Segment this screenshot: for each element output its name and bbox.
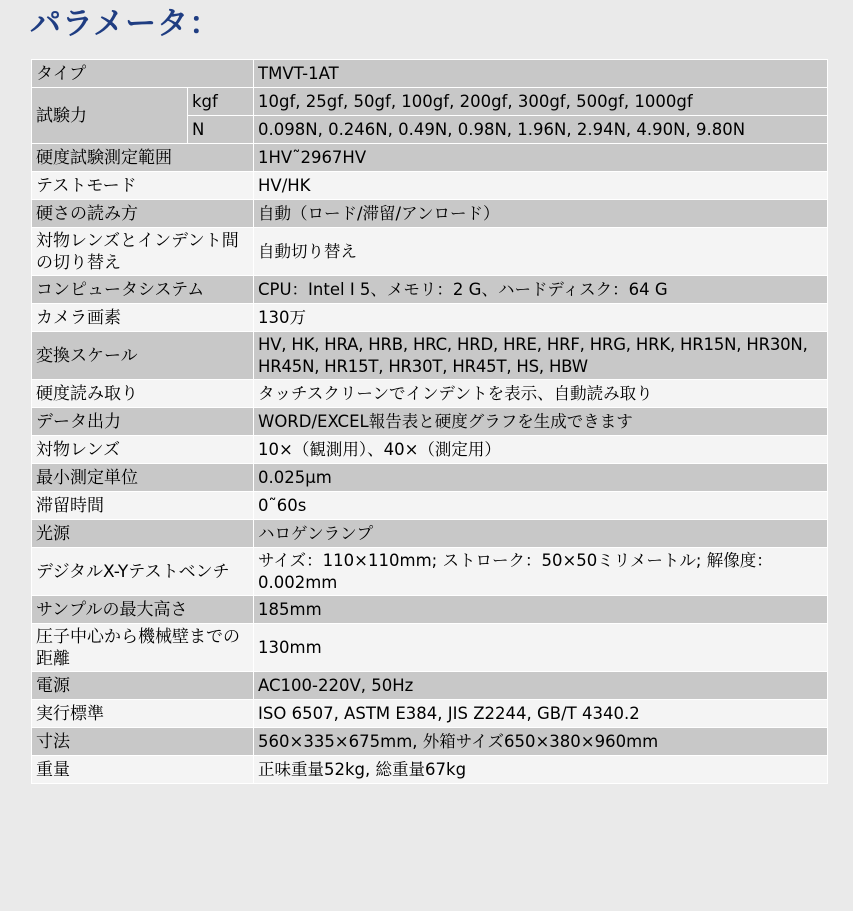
row-value: HV, HK, HRA, HRB, HRC, HRD, HRE, HRF, HRG, HRK, HR15N, HR30N, HR45N, HR15T, HR30T, HR45T, HS, HBW — [254, 332, 828, 380]
row-label: 電源 — [32, 672, 254, 700]
table-row — [32, 200, 828, 228]
row-value: 1HV˜2967HV — [254, 144, 828, 172]
row-label: カメラ画素 — [32, 304, 254, 332]
row-value: 560×335×675mm, 外箱サイズ650×380×960mm — [254, 728, 828, 756]
row-value: 185mm — [254, 596, 828, 624]
table-row — [32, 228, 828, 276]
row-value: CPU：Intel I 5、メモリ：2 G、ハードディスク：64 G — [254, 276, 828, 304]
row-label: 硬度読み取り — [32, 380, 254, 408]
table-row — [32, 624, 828, 672]
row-value: 10×（観測用）、40×（測定用） — [254, 436, 828, 464]
table-row — [32, 172, 828, 200]
table-row — [32, 520, 828, 548]
row-label: データ出力 — [32, 408, 254, 436]
row-unit: kgf — [188, 88, 254, 116]
row-label: サンプルの最大高さ — [32, 596, 254, 624]
table-row — [32, 408, 828, 436]
table-row — [32, 276, 828, 304]
table-row — [32, 672, 828, 700]
row-value: TMVT-1AT — [254, 60, 828, 88]
row-label: デジタルX-Yテストベンチ — [32, 548, 254, 596]
table-row — [32, 436, 828, 464]
row-value: 自動切り替え — [254, 228, 828, 276]
row-label: 光源 — [32, 520, 254, 548]
table-row — [32, 380, 828, 408]
table-row — [32, 88, 828, 116]
row-value: ハロゲンランプ — [254, 520, 828, 548]
table-row — [32, 464, 828, 492]
row-label: 試験力 — [32, 88, 188, 144]
row-label: タイプ — [32, 60, 254, 88]
table-row — [32, 60, 828, 88]
row-value: 0˜60s — [254, 492, 828, 520]
row-value: HV/HK — [254, 172, 828, 200]
table-row — [32, 492, 828, 520]
row-value: 0.025μm — [254, 464, 828, 492]
row-label: 対物レンズとインデント間の切り替え — [32, 228, 254, 276]
row-label: 重量 — [32, 756, 254, 784]
table-row — [32, 728, 828, 756]
row-value: 130mm — [254, 624, 828, 672]
row-label: 寸法 — [32, 728, 254, 756]
row-value: タッチスクリーンでインデントを表示、自動読み取り — [254, 380, 828, 408]
row-value: AC100-220V, 50Hz — [254, 672, 828, 700]
row-value: 130万 — [254, 304, 828, 332]
row-value: WORD/EXCEL報告表と硬度グラフを生成できます — [254, 408, 828, 436]
row-value: 自動（ロード/滞留/アンロード） — [254, 200, 828, 228]
row-label: コンピュータシステム — [32, 276, 254, 304]
row-label: 硬さの読み方 — [32, 200, 254, 228]
table-row — [32, 756, 828, 784]
spec-table — [31, 59, 828, 784]
row-label: 実行標準 — [32, 700, 254, 728]
row-label: テストモード — [32, 172, 254, 200]
row-label: 変換スケール — [32, 332, 254, 380]
row-value: 正味重量52kg, 総重量67kg — [254, 756, 828, 784]
row-label: 硬度試験測定範囲 — [32, 144, 254, 172]
row-value: 0.098N, 0.246N, 0.49N, 0.98N, 1.96N, 2.94N, 4.90N, 9.80N — [254, 116, 828, 144]
table-row — [32, 596, 828, 624]
row-label: 最小測定単位 — [32, 464, 254, 492]
table-row — [32, 304, 828, 332]
table-row — [32, 548, 828, 596]
row-unit: N — [188, 116, 254, 144]
row-value: サイズ：110×110mm; ストローク：50×50ミリメートル; 解像度：0.002mm — [254, 548, 828, 596]
table-row — [32, 144, 828, 172]
table-row — [32, 700, 828, 728]
row-value: 10gf, 25gf, 50gf, 100gf, 200gf, 300gf, 500gf, 1000gf — [254, 88, 828, 116]
row-label: 対物レンズ — [32, 436, 254, 464]
row-value: ISO 6507, ASTM E384, JIS Z2244, GB/T 4340.2 — [254, 700, 828, 728]
row-label: 圧子中心から機械壁までの距離 — [32, 624, 254, 672]
page-title: パラメータ： — [30, 6, 222, 42]
table-row — [32, 332, 828, 380]
row-label: 滞留時間 — [32, 492, 254, 520]
